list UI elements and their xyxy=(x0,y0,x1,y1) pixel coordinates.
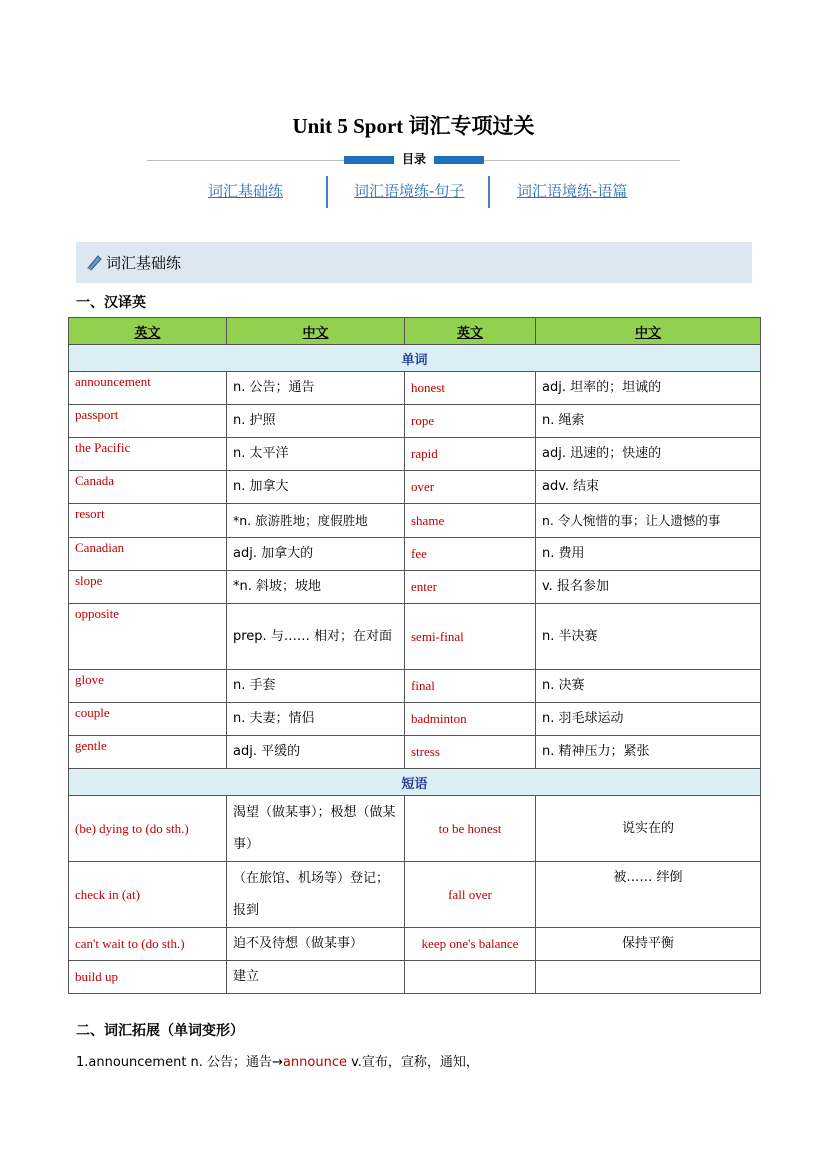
english-cell: enter xyxy=(405,571,536,604)
chinese-cell: n. 手套 xyxy=(227,670,405,703)
english-cell: stress xyxy=(405,736,536,769)
chinese-cell: 渴望（做某事）；极想（做某事） xyxy=(227,796,405,862)
chinese-cell: 被…… 绊倒 xyxy=(536,862,761,928)
table-header-row xyxy=(69,318,761,345)
english-cell: slope xyxy=(69,571,227,604)
expansion-word: announce xyxy=(282,1055,347,1070)
table-row xyxy=(69,796,761,862)
english-cell: can't wait to (do sth.) xyxy=(69,928,227,961)
page-title: Unit 5 Sport 词汇专项过关 xyxy=(292,114,535,138)
table-row xyxy=(69,670,761,703)
chinese-cell: （在旅馆、机场等）登记；报到 xyxy=(227,862,405,928)
english-cell: passport xyxy=(69,405,227,438)
expansion-prefix: 1.announcement n. 公告；通告→ xyxy=(76,1055,283,1070)
english-cell: resort xyxy=(69,504,227,538)
section-title: 词汇基础练 xyxy=(106,254,182,272)
table-row xyxy=(69,736,761,769)
column-header: 英文 xyxy=(69,318,227,345)
toc-link-basic[interactable]: 词汇基础练 xyxy=(208,182,284,200)
table-row xyxy=(69,961,761,994)
english-cell: honest xyxy=(405,372,536,405)
english-cell: final xyxy=(405,670,536,703)
chinese-cell: n. 公告；通告 xyxy=(227,372,405,405)
chinese-cell: 说实在的 xyxy=(536,796,761,862)
table-row xyxy=(69,471,761,504)
english-cell: opposite xyxy=(69,604,227,670)
column-header: 英文 xyxy=(405,318,536,345)
toc-label: 目录 xyxy=(394,150,434,168)
english-cell: Canada xyxy=(69,471,227,504)
words-section-label: 单词 xyxy=(69,345,761,372)
part-heading: 二、词汇拓展（单词变形） xyxy=(76,1023,244,1039)
chinese-cell: n. 夫妻；情侣 xyxy=(227,703,405,736)
column-header: 中文 xyxy=(536,318,761,345)
table-row xyxy=(69,438,761,471)
chinese-cell: n. 费用 xyxy=(536,538,761,571)
english-cell: semi-final xyxy=(405,604,536,670)
english-cell: fee xyxy=(405,538,536,571)
english-cell: announcement xyxy=(69,372,227,405)
chinese-cell: 迫不及待想（做某事） xyxy=(227,928,405,961)
pencil-icon xyxy=(85,253,103,271)
table-row xyxy=(69,504,761,538)
english-cell: over xyxy=(405,471,536,504)
chinese-cell: n. 令人惋惜的事；让人遗憾的事 xyxy=(536,504,761,538)
chinese-cell: n. 羽毛球运动 xyxy=(536,703,761,736)
chinese-cell: n. 半决赛 xyxy=(536,604,761,670)
chinese-cell xyxy=(536,961,761,994)
chinese-cell: n. 加拿大 xyxy=(227,471,405,504)
chinese-cell: prep. 与…… 相对；在对面 xyxy=(227,604,405,670)
english-cell: badminton xyxy=(405,703,536,736)
chinese-cell: adj. 迅速的；快速的 xyxy=(536,438,761,471)
expansion-line xyxy=(76,1051,479,1070)
english-cell: check in (at) xyxy=(69,862,227,928)
table-row xyxy=(69,604,761,670)
english-cell: fall over xyxy=(405,862,536,928)
english-cell: Canadian xyxy=(69,538,227,571)
toc-link-passage[interactable]: 词汇语境练-语篇 xyxy=(517,182,628,200)
chinese-cell: 建立 xyxy=(227,961,405,994)
chinese-cell: 保持平衡 xyxy=(536,928,761,961)
table-row xyxy=(69,703,761,736)
chinese-cell: adj. 平缓的 xyxy=(227,736,405,769)
chinese-cell: v. 报名参加 xyxy=(536,571,761,604)
column-header: 中文 xyxy=(227,318,405,345)
table-row xyxy=(69,571,761,604)
toc-separator xyxy=(326,176,328,208)
english-cell: the Pacific xyxy=(69,438,227,471)
english-cell: keep one's balance xyxy=(405,928,536,961)
toc-link-sentence[interactable]: 词汇语境练-句子 xyxy=(354,182,465,200)
english-cell: gentle xyxy=(69,736,227,769)
chinese-cell: adv. 结束 xyxy=(536,471,761,504)
table-row xyxy=(69,372,761,405)
chinese-cell: n. 绳索 xyxy=(536,405,761,438)
part-heading: 一、汉译英 xyxy=(76,295,146,311)
english-cell: rope xyxy=(405,405,536,438)
table-row xyxy=(69,538,761,571)
table-row xyxy=(69,405,761,438)
expansion-suffix: v.宣布，宣称，通知， xyxy=(346,1055,479,1070)
phrases-section-label: 短语 xyxy=(69,769,761,796)
chinese-cell: adj. 坦率的；坦诚的 xyxy=(536,372,761,405)
english-cell: rapid xyxy=(405,438,536,471)
chinese-cell: *n. 旅游胜地；度假胜地 xyxy=(227,504,405,538)
english-cell: glove xyxy=(69,670,227,703)
english-cell: to be honest xyxy=(405,796,536,862)
chinese-cell: n. 护照 xyxy=(227,405,405,438)
chinese-cell: *n. 斜坡；坡地 xyxy=(227,571,405,604)
english-cell: shame xyxy=(405,504,536,538)
chinese-cell: adj. 加拿大的 xyxy=(227,538,405,571)
chinese-cell: n. 决赛 xyxy=(536,670,761,703)
toc-separator xyxy=(488,176,490,208)
english-cell: build up xyxy=(69,961,227,994)
english-cell: couple xyxy=(69,703,227,736)
table-row xyxy=(69,928,761,961)
english-cell xyxy=(405,961,536,994)
table-row xyxy=(69,862,761,928)
chinese-cell: n. 太平洋 xyxy=(227,438,405,471)
chinese-cell: n. 精神压力；紧张 xyxy=(536,736,761,769)
vocab-table xyxy=(68,317,761,994)
english-cell: (be) dying to (do sth.) xyxy=(69,796,227,862)
